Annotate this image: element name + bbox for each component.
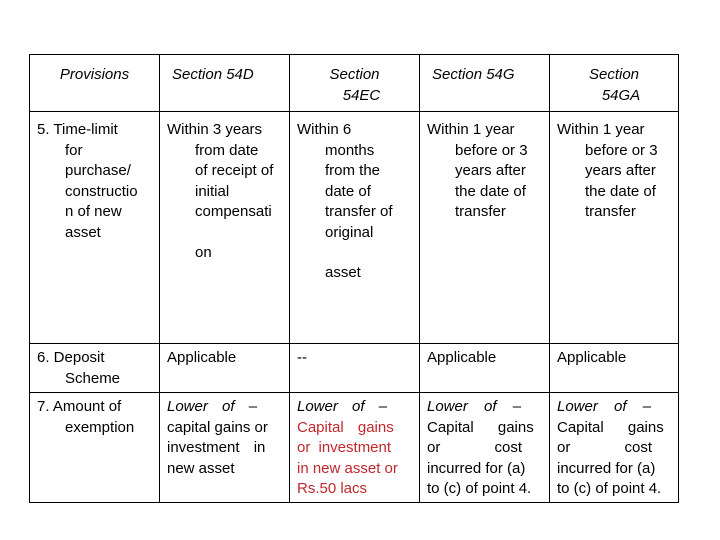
- provisions-comparison-table: [29, 54, 679, 503]
- cell-time-limit-54g: Within 1 year before or 3 years after the date of transfer: [420, 112, 550, 344]
- cell-exemption-54ga: Lower of – Capital gains or cost incurred for (a) to (c) of point 4.: [550, 393, 679, 503]
- cell-deposit-54d: Applicable: [160, 344, 290, 393]
- header-row: [30, 55, 679, 112]
- cell-time-limit-54d: Within 3 years from date of receipt of initial compensati on: [160, 112, 290, 344]
- cell-deposit-54ga: Applicable: [550, 344, 679, 393]
- header-section-54d: Section 54D: [160, 55, 290, 112]
- cell-exemption-54d: Lower of – capital gains or investment in new asset: [160, 393, 290, 503]
- table-row: [30, 112, 679, 344]
- cell-deposit-54ec: --: [290, 344, 420, 393]
- table-row: [30, 344, 679, 393]
- cell-time-limit-provision: 5. Time-limit for purchase/ constructio n of new asset: [30, 112, 160, 344]
- cell-time-limit-54ec: Within 6 months from the date of transfer of original asset: [290, 112, 420, 344]
- cell-deposit-54g: Applicable: [420, 344, 550, 393]
- header-section-54ga: Section 54GA: [550, 55, 679, 112]
- header-section-54ec: Section 54EC: [290, 55, 420, 112]
- cell-time-limit-54ga: Within 1 year before or 3 years after the date of transfer: [550, 112, 679, 344]
- cell-exemption-provision: 7. Amount of exemption: [30, 393, 160, 503]
- cell-exemption-54ec: Lower of – Capital gains or investment in new asset or Rs.50 lacs: [290, 393, 420, 503]
- header-section-54g: Section 54G: [420, 55, 550, 112]
- cell-deposit-provision: 6. Deposit Scheme: [30, 344, 160, 393]
- table-row: [30, 393, 679, 503]
- cell-exemption-54g: Lower of – Capital gains or cost incurred for (a) to (c) of point 4.: [420, 393, 550, 503]
- header-provisions: Provisions: [30, 55, 160, 112]
